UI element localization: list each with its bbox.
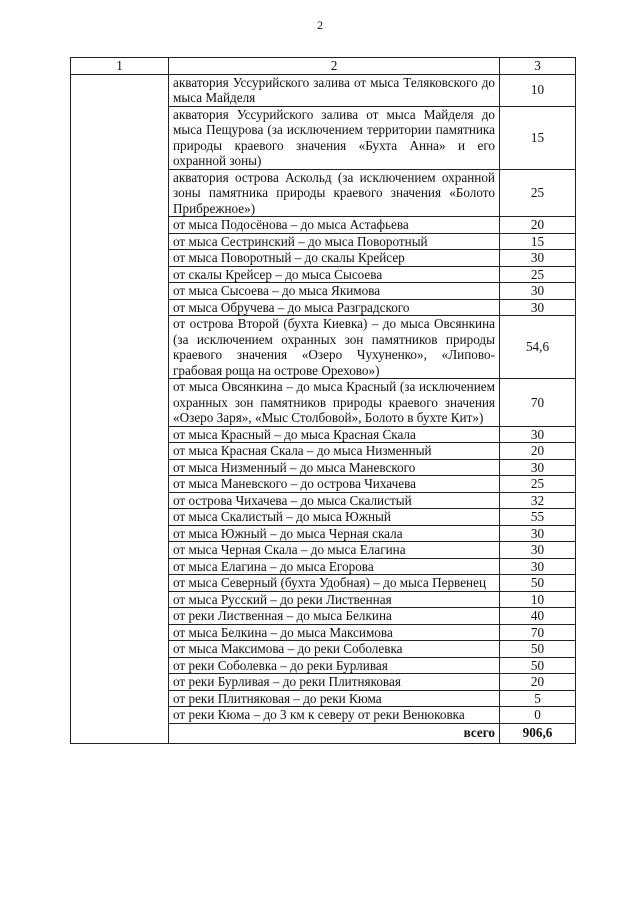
table-body — [71, 58, 576, 744]
total-label: всего — [169, 723, 500, 743]
area-description: от мыса Маневского – до острова Чихачева — [169, 476, 500, 493]
area-value: 30 — [500, 525, 576, 542]
table-row — [71, 74, 576, 106]
area-value: 0 — [500, 707, 576, 724]
area-description: от мыса Низменный – до мыса Маневского — [169, 459, 500, 476]
area-value: 25 — [500, 266, 576, 283]
area-description: от мыса Черная Скала – до мыса Елагина — [169, 542, 500, 559]
area-value: 70 — [500, 379, 576, 427]
area-value: 15 — [500, 233, 576, 250]
area-description: от мыса Южный – до мыса Черная скала — [169, 525, 500, 542]
area-description: от мыса Обручева – до мыса Разградского — [169, 299, 500, 316]
column-header-2: 2 — [169, 58, 500, 75]
area-value: 30 — [500, 250, 576, 267]
area-description: от мыса Овсянкина – до мыса Красный (за исключением охранных зон памятников природы краевого значения «Озеро Заря», «Мыс Столбовой», Болото в бухте Кит») — [169, 379, 500, 427]
section-number-cell — [71, 74, 169, 743]
area-value: 50 — [500, 657, 576, 674]
area-value: 20 — [500, 443, 576, 460]
area-value: 50 — [500, 575, 576, 592]
area-value: 30 — [500, 426, 576, 443]
area-description: от мыса Подосёнова – до мыса Астафьева — [169, 217, 500, 234]
area-value: 20 — [500, 217, 576, 234]
area-description: от реки Бурливая – до реки Плитняковая — [169, 674, 500, 691]
area-description: от мыса Скалистый – до мыса Южный — [169, 509, 500, 526]
area-description: от мыса Сестринский – до мыса Поворотный — [169, 233, 500, 250]
area-value: 30 — [500, 283, 576, 300]
area-value: 20 — [500, 674, 576, 691]
area-description: акватория Уссурийского залива от мыса Теляковского до мыса Майделя — [169, 74, 500, 106]
area-description: от реки Кюма – до 3 км к северу от реки Венюковка — [169, 707, 500, 724]
area-description: от острова Чихачева – до мыса Скалистый — [169, 492, 500, 509]
area-description: от острова Второй (бухта Киевка) – до мыса Овсянкина (за исключением охранных зон памятников природы краевого значения «Озеро Чухуненко», «Липово-грабовая роща на острове Орехово») — [169, 316, 500, 379]
area-description: от мыса Северный (бухта Удобная) – до мыса Первенец — [169, 575, 500, 592]
area-description: от мыса Русский – до реки Лиственная — [169, 591, 500, 608]
column-header-3: 3 — [500, 58, 576, 75]
area-value: 10 — [500, 591, 576, 608]
area-value: 10 — [500, 74, 576, 106]
area-value: 70 — [500, 624, 576, 641]
area-value: 40 — [500, 608, 576, 625]
area-description: от мыса Максимова – до реки Соболевка — [169, 641, 500, 658]
area-description: акватория острова Аскольд (за исключением охранной зоны памятника природы краевого значения «Болото Прибрежное») — [169, 169, 500, 217]
document-table — [70, 57, 576, 744]
area-description: от мыса Поворотный – до скалы Крейсер — [169, 250, 500, 267]
area-description: от реки Соболевка – до реки Бурливая — [169, 657, 500, 674]
column-header-1: 1 — [71, 58, 169, 75]
area-value: 5 — [500, 690, 576, 707]
area-value: 30 — [500, 459, 576, 476]
table-header-row — [71, 58, 576, 75]
area-description: от мыса Елагина – до мыса Егорова — [169, 558, 500, 575]
area-description: от скалы Крейсер – до мыса Сысоева — [169, 266, 500, 283]
total-value: 906,6 — [500, 723, 576, 743]
area-value: 15 — [500, 106, 576, 169]
area-description: акватория Уссурийского залива от мыса Майделя до мыса Пещурова (за исключением территории памятника природы краевого значения «Бухта Анна» и его охранной зоны) — [169, 106, 500, 169]
area-description: от реки Лиственная – до мыса Белкина — [169, 608, 500, 625]
area-description: от мыса Белкина – до мыса Максимова — [169, 624, 500, 641]
area-value: 55 — [500, 509, 576, 526]
area-value: 30 — [500, 558, 576, 575]
area-value: 32 — [500, 492, 576, 509]
area-value: 30 — [500, 542, 576, 559]
area-value: 25 — [500, 476, 576, 493]
area-description: от мыса Сысоева – до мыса Якимова — [169, 283, 500, 300]
page-number: 2 — [317, 18, 323, 32]
area-value: 50 — [500, 641, 576, 658]
area-description: от реки Плитняковая – до реки Кюма — [169, 690, 500, 707]
area-value: 54,6 — [500, 316, 576, 379]
area-value: 25 — [500, 169, 576, 217]
area-description: от мыса Красная Скала – до мыса Низменный — [169, 443, 500, 460]
area-description: от мыса Красный – до мыса Красная Скала — [169, 426, 500, 443]
area-value: 30 — [500, 299, 576, 316]
